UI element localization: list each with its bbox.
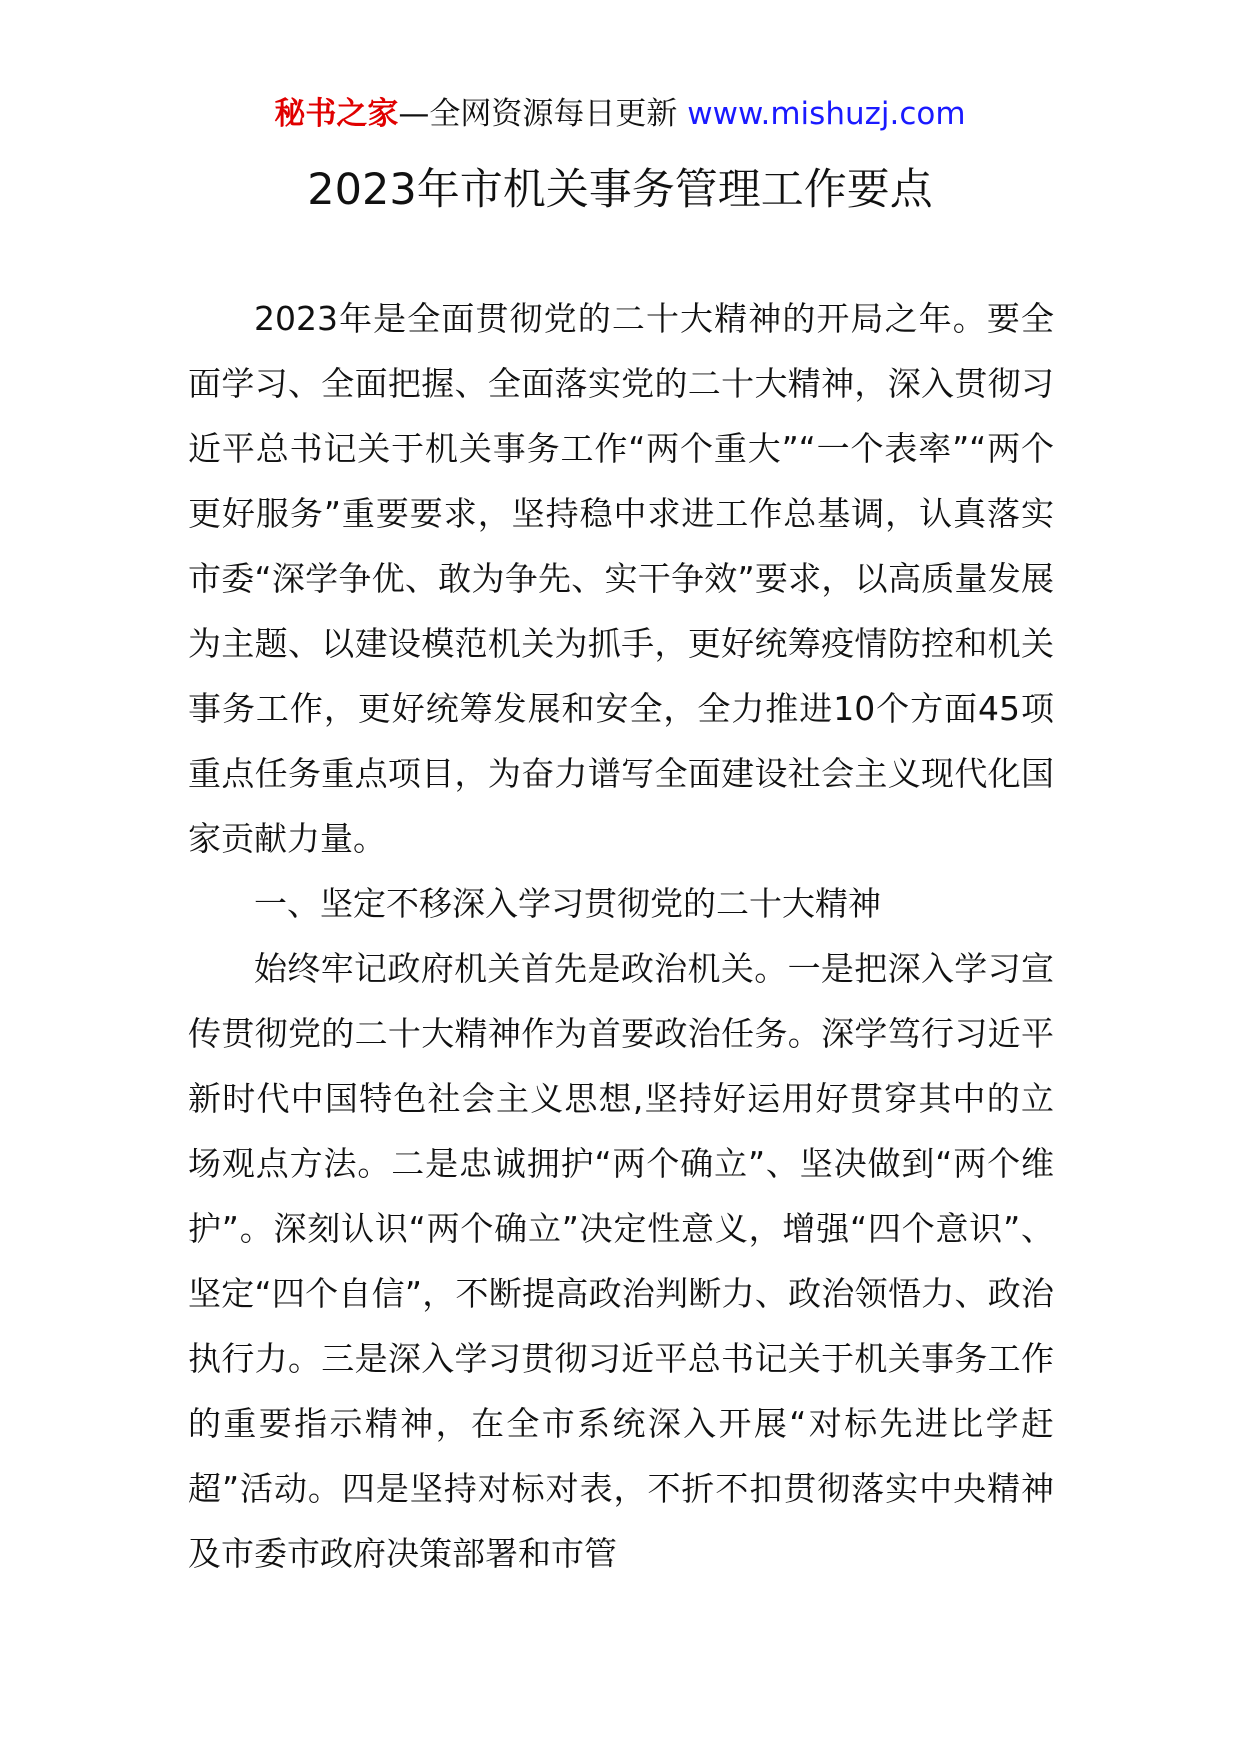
document-title: 2023年市机关事务管理工作要点	[307, 165, 933, 215]
intro-paragraph: 2023年是全面贯彻党的二十大精神的开局之年。要全面学习、全面把握、全面落实党的二十大精神，深入贯彻习近平总书记关于机关事务工作“两个重大”“一个表率”“两个更好服务”重要要求，坚持稳中求进工作总基调，认真落实市委“深学争优、敢为争先、实干争效”要求，以高质量发展为主题、以建设模范机关为抓手，更好统筹疫情防控和机关事务工作，更好统筹发展和安全，全力推进10个方面45项重点任务重点项目，为奋力谱写全面建设社会主义现代化国家贡献力量。	[188, 299, 1054, 858]
brand-name: 秘书之家	[274, 96, 399, 132]
section-1-heading: 一、坚定不移深入学习贯彻党的二十大精神	[254, 884, 881, 923]
site-url-link[interactable]: www.mishuzj.com	[687, 96, 966, 132]
site-banner	[0, 92, 1240, 136]
document-body	[188, 286, 1054, 1586]
banner-tagline: —全网资源每日更新	[398, 96, 678, 132]
section-1-paragraph: 始终牢记政府机关首先是政治机关。一是把深入学习宣传贯彻党的二十大精神作为首要政治任务。深学笃行习近平新时代中国特色社会主义思想,坚持好运用好贯穿其中的立场观点方法。二是忠诚拥护“两个确立”、坚决做到“两个维护”。深刻认识“两个确立”决定性意义，增强“四个意识”、坚定“四个自信”，不断提高政治判断力、政治领悟力、政治执行力。三是深入学习贯彻习近平总书记关于机关事务工作的重要指示精神，在全市系统深入开展“对标先进比学赶超”活动。四是坚持对标对表，不折不扣贯彻落实中央精神及市委市政府决策部署和市管	[188, 949, 1054, 1573]
